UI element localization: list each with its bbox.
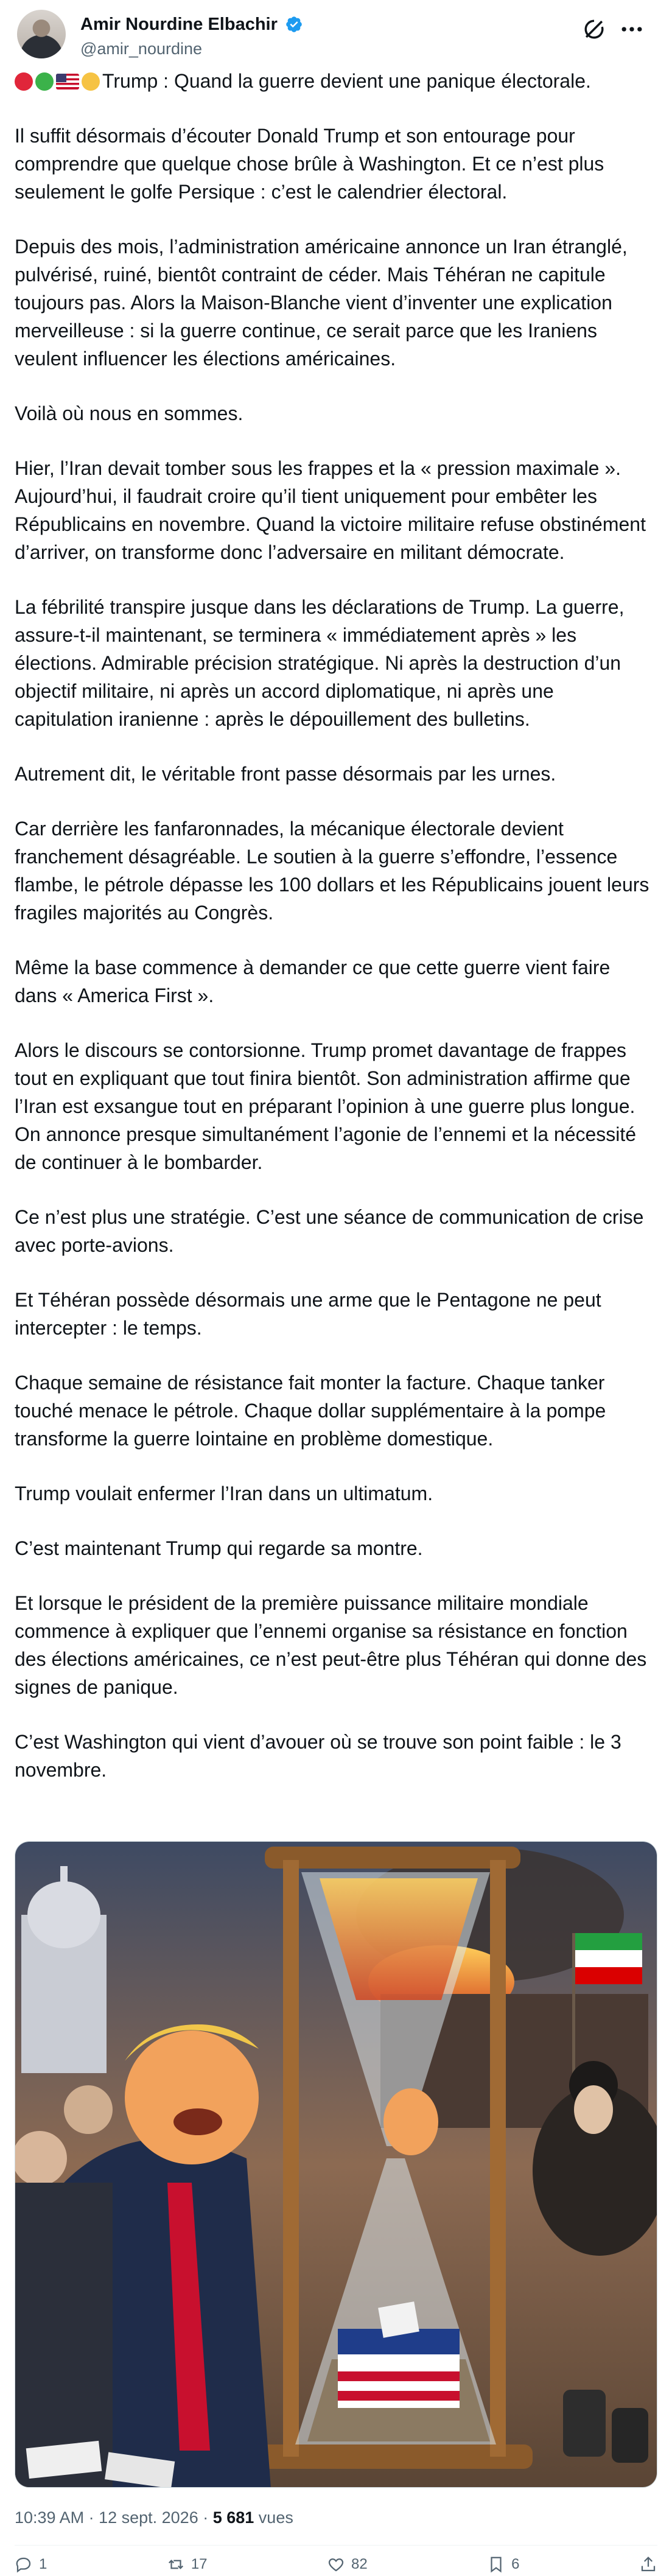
share-button[interactable] xyxy=(639,2555,657,2574)
author-names xyxy=(80,13,303,60)
reply-button[interactable] xyxy=(15,2555,47,2574)
more-icon[interactable] xyxy=(617,16,646,43)
post-image[interactable] xyxy=(15,1841,657,2488)
share-icon xyxy=(639,2555,657,2574)
post-header xyxy=(15,0,657,67)
post-date[interactable]: 12 sept. 2026 xyxy=(99,2508,198,2527)
views-label: vues xyxy=(254,2508,293,2527)
red-circle-icon xyxy=(15,72,33,91)
reply-count: 1 xyxy=(39,2556,47,2572)
bookmark-button[interactable] xyxy=(487,2555,519,2574)
like-icon xyxy=(327,2555,345,2574)
post-meta xyxy=(15,2508,293,2527)
views-count: 5 681 xyxy=(212,2508,254,2527)
author-display-name[interactable]: Amir Nourdine Elbachir xyxy=(80,15,278,34)
paragraph: Depuis des mois, l’administration américaine annonce un Iran étranglé, pulvérisé, ruiné, bientôt contraint de céder. Mais Téhéran ne capitule toujours pas. Alors la Maison-Blanche vient d’inventer une explication merveilleuse : si la guerre continue, ce serait parce que les Iraniens veulent influencer les élections américaines. xyxy=(15,236,628,370)
post-text xyxy=(15,67,657,1784)
meta-separator: · xyxy=(84,2508,99,2527)
meta-separator: · xyxy=(198,2508,213,2527)
paragraph: Trump voulait enfermer l’Iran dans un ultimatum. xyxy=(15,1483,433,1504)
repost-count: 17 xyxy=(191,2556,208,2572)
paragraph: Voilà où nous en sommes. xyxy=(15,402,243,424)
post-time[interactable]: 10:39 AM xyxy=(15,2508,85,2527)
avatar[interactable] xyxy=(17,10,66,58)
paragraph: Car derrière les fanfaronnades, la mécanique électorale devient franchement désagréable. Le soutien à la guerre s’effondre, l’essence flambe, le pétrole dépasse les 100 dollars et les Républicains jouent leurs fragiles majorités au Congrès. xyxy=(15,818,649,924)
repost-button[interactable] xyxy=(167,2555,208,2574)
paragraph: C’est Washington qui vient d’avouer où se trouve son point faible : le 3 novembre. xyxy=(15,1731,621,1781)
like-button[interactable] xyxy=(327,2555,368,2574)
paragraph: Et lorsque le président de la première puissance militaire mondiale commence à expliquer que l’ennemi organise sa résistance en fonction des élections américaines, ce n’est peut-être plus Téhéran qui donne des signes de panique. xyxy=(15,1592,647,1698)
paragraph: Chaque semaine de résistance fait monter la facture. Chaque tanker touché menace le pétrole. Chaque dollar supplémentaire à la pompe transforme la guerre lointaine en problème domestique. xyxy=(15,1372,606,1450)
post-title-line xyxy=(15,67,654,95)
paragraph: Il suffit désormais d’écouter Donald Trump et son entourage pour comprendre que quelque chose brûle à Washington. Et ce n’est plus seulement le golfe Persique : c’est le calendrier électoral. xyxy=(15,125,604,203)
green-circle-icon xyxy=(35,72,54,91)
paragraph: Autrement dit, le véritable front passe désormais par les urnes. xyxy=(15,763,556,785)
like-count: 82 xyxy=(351,2556,368,2572)
paragraph: La fébrilité transpire jusque dans les déclarations de Trump. La guerre, assure-t-il maintenant, se terminera « immédiatement après » les élections. Admirable précision stratégique. Ni après la destruction d’un objectif militaire, ni après un accord diplomatique, ni après une capitulation iranienne : après le dépouillement des bulletins. xyxy=(15,596,625,730)
title-text: Trump : Quand la guerre devient une panique électorale. xyxy=(102,70,591,92)
reply-icon xyxy=(15,2555,33,2574)
paragraph: Même la base commence à demander ce que cette guerre vient faire dans « America First ». xyxy=(15,956,611,1006)
paragraph: Hier, l’Iran devait tomber sous les frappes et la « pression maximale ». Aujourd’hui, il faudrait croire qu’il tient uniquement pour embêter les Républicains en novembre. Quand la victoire militaire refuse obstinément d’arriver, on transforme donc l’adversaire en militant démocrate. xyxy=(15,457,646,563)
grok-icon[interactable] xyxy=(581,16,607,43)
divider xyxy=(15,2545,657,2546)
author-handle[interactable]: @amir_nourdine xyxy=(80,40,203,58)
us-flag-icon xyxy=(56,74,79,89)
bookmark-count: 6 xyxy=(511,2556,520,2572)
bookmark-icon xyxy=(487,2555,505,2574)
repost-icon xyxy=(167,2555,185,2574)
paragraph: C’est maintenant Trump qui regarde sa montre. xyxy=(15,1537,423,1559)
action-bar xyxy=(15,2555,657,2574)
paragraph: Et Téhéran possède désormais une arme que le Pentagone ne peut intercepter : le temps. xyxy=(15,1289,601,1339)
verified-badge-icon xyxy=(285,15,303,33)
paragraph: Ce n’est plus une stratégie. C’est une séance de communication de crise avec porte-avions. xyxy=(15,1206,644,1256)
paragraph: Alors le discours se contorsionne. Trump promet davantage de frappes tout en expliquant que tout finira bientôt. Son administration affirme que l’Iran est exsangue tout en préparant l’opinion à une guerre plus longue. On annonce presque simultanément l’agonie de l’ennemi et la nécessité de continuer à le bombarder. xyxy=(15,1039,637,1173)
sad-face-icon xyxy=(82,72,100,91)
hourglass-illustration xyxy=(15,1842,657,2488)
